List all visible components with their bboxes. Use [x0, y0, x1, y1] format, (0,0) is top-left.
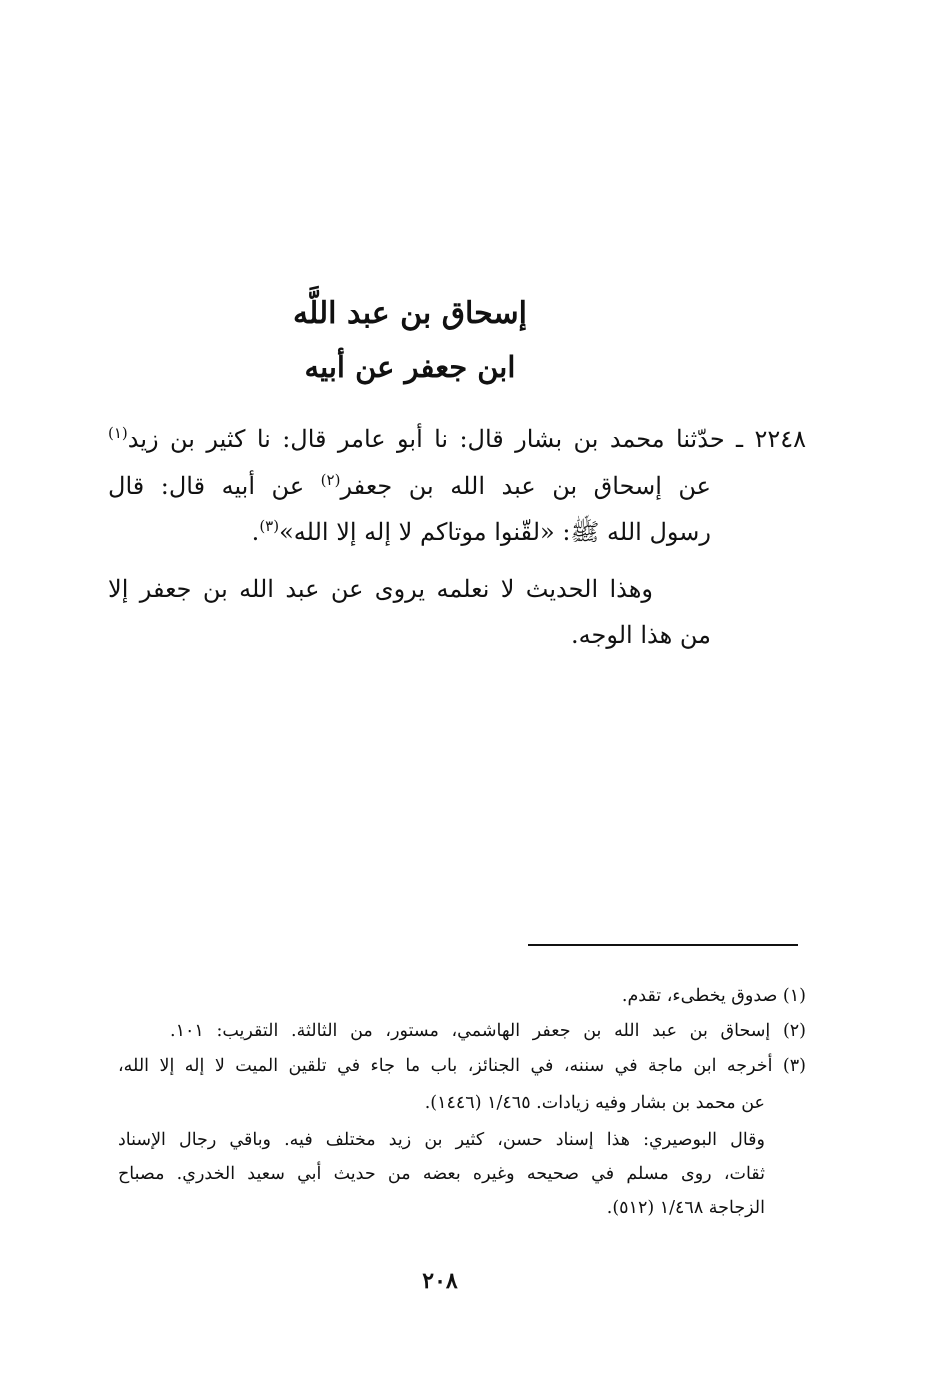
hadith-line-2-text-b: عن أبيه قال: قال — [108, 472, 321, 500]
footnote-3-line-4: ثقات، روى مسلم في صحيحه وغيره بعضه من حديث أبي سعيد الخدري. مصباح — [118, 1164, 765, 1184]
hadith-line-1 — [108, 419, 806, 459]
footnote-ref-1: (١) — [108, 424, 128, 442]
footnote-3-line-2: عن محمد بن بشار وفيه زيادات. ١/٤٦٥ (١٤٤٦). — [424, 1093, 765, 1113]
footnote-2: (٢) إسحاق بن عبد الله بن جعفر الهاشمي، مستور، من الثالثة. التقريب: ١٠١. — [170, 1021, 806, 1041]
footnote-1: (١) صدوق يخطىء، تقدم. — [621, 986, 806, 1006]
footnote-ref-2: (٢) — [320, 471, 341, 489]
footnote-3-line-3: وقال البوصيري: هذا إسناد حسن، كثير بن زيد مختلف فيه. وباقي رجال الإسناد — [118, 1130, 765, 1150]
footnote-ref-3: (٣) — [259, 517, 280, 535]
hadith-line-2 — [108, 466, 711, 506]
comment-line-1: وهذا الحديث لا نعلمه يروى عن عبد الله بن جعفر إلا — [108, 575, 653, 603]
hadith-line-3-end: . — [251, 518, 260, 546]
hadith-line-3-text: رسول الله ﷺ: «لقّنوا موتاكم لا إله إلا الله» — [279, 518, 711, 546]
comment-line-2: من هذا الوجه. — [570, 621, 711, 649]
hadith-line-2-text-a: عن إسحاق بن عبد الله بن جعفر — [340, 472, 711, 500]
hadith-line-1-text: ٢٢٤٨ ـ حدّثنا محمد بن بشار قال: نا أبو عامر قال: نا كثير بن زيد — [127, 425, 806, 453]
page-number: ٢٠٨ — [422, 1268, 458, 1294]
hadith-line-3 — [252, 512, 711, 552]
footnote-separator — [528, 944, 798, 946]
footnote-3-line-5: الزجاجة ١/٤٦٨ (٥١٢). — [606, 1198, 765, 1218]
chapter-subtitle: ابن جعفر عن أبيه — [304, 350, 516, 384]
chapter-title: إسحاق بن عبد اللَّه — [293, 296, 527, 331]
footnote-3-line-1: (٣) أخرجه ابن ماجة في سننه، في الجنائز، باب ما جاء في تلقين الميت لا إله إلا الله، — [118, 1056, 806, 1076]
